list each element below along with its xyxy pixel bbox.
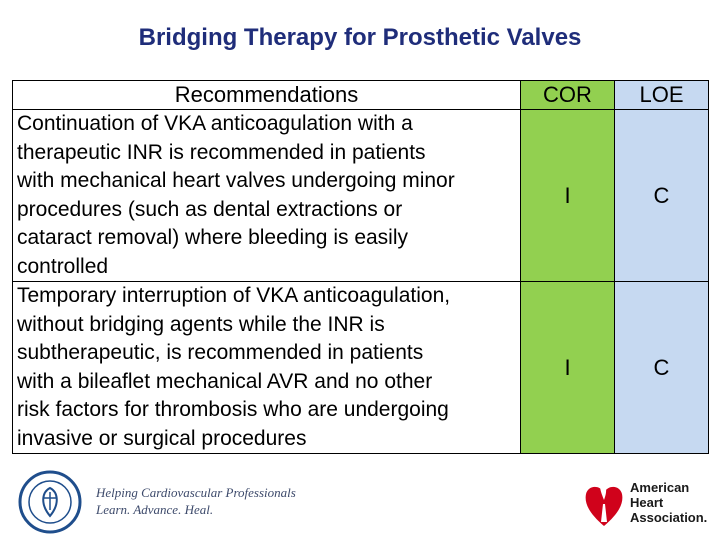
aha-heart-torch-icon <box>582 474 626 532</box>
cor-value: I <box>521 110 615 282</box>
loe-value: C <box>615 110 709 282</box>
header-cor: COR <box>521 81 615 110</box>
aha-wordmark: American Heart Association. <box>630 480 708 525</box>
table-row <box>13 282 709 454</box>
slide-title: Bridging Therapy for Prosthetic Valves <box>138 24 582 51</box>
header-recommendations: Recommendations <box>13 81 521 110</box>
acc-tagline: Helping Cardiovascular Professionals Learn. Advance. Heal. <box>96 485 296 517</box>
acc-seal-logo <box>18 470 82 534</box>
loe-value: C <box>615 282 709 454</box>
table-row <box>13 110 709 282</box>
cor-value: I <box>521 282 615 454</box>
recommendation-text: Continuation of VKA anticoagulation with a therapeutic INR is recommended in patients with mechanical heart valves undergoing minor procedures (such as dental extractions or cataract removal) where bleeding is easily controlled <box>13 110 521 282</box>
header-loe: LOE <box>615 81 709 110</box>
footer <box>0 460 720 540</box>
table-header-row <box>13 81 709 110</box>
recommendations-table <box>12 80 709 454</box>
recommendation-text: Temporary interruption of VKA anticoagulation, without bridging agents while the INR is subtherapeutic, is recommended in patients with a bileaflet mechanical AVR and no other risk factors for thrombosis who are undergoing invasive or surgical procedures <box>13 282 521 454</box>
